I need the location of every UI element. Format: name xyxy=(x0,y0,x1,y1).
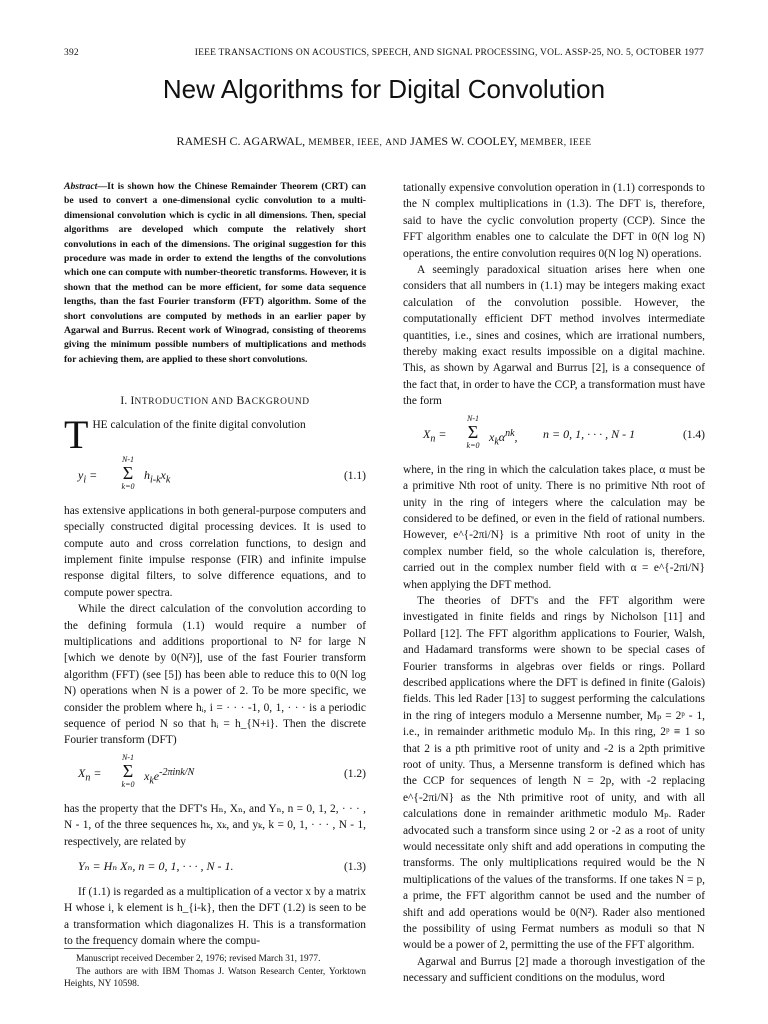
paragraph: While the direct calculation of the convolution according to the defining formula (1.1) would require a number of multiplications and additions proportional to N² for large N [which we denote by 0(N²)], use of the fast Fourier transform algorithm (FFT) (see [5]) has been able to reduce this to 0(N log N) operations when N is a power of 2. To be more specific, we consider the problem where hᵢ, i = · · · -1, 0, 1, · · · is a periodic sequence of period N so that hᵢ = h_{N+i}. Then the discrete Fourier transform (DFT) xyxy=(64,603,366,747)
equation-rhs: $x_k\alpha^{nk}$, xyxy=(489,427,518,448)
equation-number: (1.3) xyxy=(343,861,366,873)
footnote-rule xyxy=(64,948,124,949)
intro-paragraph xyxy=(64,411,366,457)
sum-lower-limit: k=0 xyxy=(466,440,480,450)
author-1-name: RAMESH C. AGARWAL, xyxy=(176,134,306,148)
eq-symbol: x xyxy=(144,768,150,783)
summation xyxy=(114,455,142,491)
equation-lhs: $y_i$ = xyxy=(78,467,98,486)
eq-symbol: X xyxy=(423,426,431,441)
sum-upper-limit: N-1 xyxy=(122,454,134,464)
abstract-label: Abstract xyxy=(64,181,98,192)
eq-symbol: α xyxy=(498,429,506,444)
footnote-affiliation: The authors are with IBM Thomas J. Watson Research Center, Yorktown Heights, NY 10598. xyxy=(64,966,366,989)
section-number: I. xyxy=(120,395,128,408)
paragraph: If (1.1) is regarded as a multiplication of a vector x by a matrix H whose i, k element is h_{i-k}, then the DFT (1.2) is seen to be a transformation which diagonalizes H. This is a transformation to the frequency domain where the compu- xyxy=(64,886,366,948)
section-title-initial-1: I xyxy=(130,395,135,408)
section-heading xyxy=(64,393,366,410)
footnote xyxy=(64,948,366,991)
equation-rhs: $h_{i-k}x_k$ xyxy=(144,467,171,486)
section-title-rest-1: NTRODUCTION AND xyxy=(134,397,234,408)
equation-number: (1.1) xyxy=(343,469,366,482)
abstract-text: —It is shown how the Chinese Remainder Theorem (CRT) can be used to convert a one-dimensional cyclic convolution to a multi-dimensional convolution which is cyclic in all dimensions. Then, special algorithms are developed which compute the relatively short convolutions in each of the dimensions. The original suggestion for this procedure was made in order to extend the lengths of the convolutions which one can compute with number-theoretic transforms. However, it is shown that the method can be more efficient, for some data sequence lengths, than the fast Fourier transform (FFT) algorithm. Some of the short convolutions are computed by methods in an earlier paper by Agarwal and Burrus. Recent work of Winograd, consisting of theorems giving the minimum possible numbers of multiplications and methods for achieving them, are applied to these short convolutions. xyxy=(64,181,366,365)
equation-1-2 xyxy=(64,753,366,797)
eq-symbol: y xyxy=(78,467,84,482)
paragraph: where, in the ring in which the calculation takes place, α must be a primitive Nth root of unity. There is no primitive Nth root of unity in the ring of integers where the calculation may be considered to be defined, or even in the field of rational numbers. However, e^{-2πi/N} is a primitive Nth root of unity in the complex number field, so the whole calculation is, therefore, carried out in the complex number field with α = e^{-2πi/N} when applying the DFT method. xyxy=(403,463,705,591)
sum-lower-limit: k=0 xyxy=(121,779,135,789)
paragraph: tationally expensive convolution operation in (1.1) corresponds to the N complex multiplications in (1.3). The DFT is, therefore, said to have the cyclic convolution property (CCP). Since the FFT algorithm enables one to calculate the DFT in 0(N log N) operations, the entire convolution requires 0(N log N) operations. xyxy=(403,182,705,260)
equation-condition: n = 0, 1, · · · , N - 1 xyxy=(543,426,636,441)
equation-1-4 xyxy=(403,414,705,458)
abstract xyxy=(64,180,366,367)
sigma-symbol: Σ xyxy=(122,462,134,483)
eq-symbol: X xyxy=(78,765,86,780)
eq-symbol: e xyxy=(153,768,160,783)
paper-title: New Algorithms for Digital Convolution xyxy=(162,74,606,104)
equation-body: Yₙ = Hₙ Xₙ, n = 0, 1, · · · , N - 1. xyxy=(78,859,234,873)
summation xyxy=(114,753,142,789)
author-line xyxy=(64,134,704,149)
paragraph: has extensive applications in both general-purpose computers and specially constructed digital processing devices. It is used to compute auto and cross correlation functions, to design and implement finite impulse response (FIR) and infinite impulse response digital filters, to solve difference equations, and to compute power spectra. xyxy=(64,504,366,599)
paragraph: Agarwal and Burrus [2] made a thorough investigation of the necessary and sufficient conditions on the modulus, word xyxy=(403,955,705,985)
equation-1-1 xyxy=(64,455,366,499)
page-number: 392 xyxy=(64,48,79,58)
right-column xyxy=(403,180,705,987)
paragraph: HE calculation of the finite digital convolution xyxy=(92,418,306,431)
section-title-initial-2: B xyxy=(236,395,245,408)
paragraph: A seemingly paradoxical situation arises here when one considers that all numbers in (1.1) may be integers making exact calculation of the convolution possible. However, the computationally efficient DFT method involves intermediate quantities, i.e., sines and cosines, which are irrational numbers, thereby making exact results impossible on a digital machine. This, as shown by Agarwal and Burrus [2], is a consequence of the fact that, in order to have the CCP, a transformation must have the form xyxy=(403,264,705,408)
equation-1-3 xyxy=(64,854,366,880)
equation-number: (1.2) xyxy=(343,767,366,780)
eq-symbol: x xyxy=(160,467,166,482)
equation-rhs: $x_ke^{-2\pi ink/N}$ xyxy=(144,766,195,787)
paragraph: The theories of DFT's and the FFT algorithm were investigated in finite fields and rings by Nicholson [11] and Pollard [12]. The FFT algorithm applications to Fourier, Walsh, and Hadamard transforms were shown to be special cases of Fourier transforms in algebras over fields or rings. Pollard described applications where the DFT is defined in finite (Galois) fields. This led Rader [13] to suggest performing the calculations in the ring of integers modulo a Mersenne number, Mₚ = 2ᵖ - 1, i.e., in remainder arithmetic modulo Mₚ. In this ring, 2ᵖ ≡ 1 so that 2 is a pth primitive root of unity and -2 is a 2pth primitive root of unity. Thus, a Mersenne transform is defined which has the CCP for sequences of length N = 2p, with -2 replacing e^{-2πi/N} as the Nth primitive root of unity, and with all calculations done in remainder arithmetic modulo Mₚ. Rader advocated such a transform since using 2 or -2 as a root of unity would necessitate only shift and add operations in computing the transforms. The only multiplications required would be the N multiplications of the values of the transforms. If one takes N = p, a prime, the FFT algorithm cannot be used and the number of shift and add operations would be 0(N²). Rader also mentioned the possibility of using Fermat numbers as moduli so that N would be a power of 2, permitting the use of the FFT algorithm. xyxy=(403,594,705,952)
eq-symbol: h xyxy=(144,467,150,482)
paragraph: has the property that the DFT's Hₙ, Xₙ, and Yₙ, n = 0, 1, 2, · · · , N - 1, of the three sequences hₖ, xₖ, and yₖ, k = 0, 1, · · · , N - 1, respectively, are related by xyxy=(64,802,366,848)
sum-upper-limit: N-1 xyxy=(467,413,479,423)
author-2-membership: MEMBER, IEEE xyxy=(520,138,592,148)
running-header xyxy=(64,44,704,64)
sum-upper-limit: N-1 xyxy=(122,752,134,762)
equation-lhs: $X_n$ = xyxy=(423,426,447,445)
equation-lhs: $X_n$ = xyxy=(78,765,102,784)
left-column xyxy=(64,180,366,950)
journal-name: IEEE TRANSACTIONS ON ACOUSTICS, SPEECH, AND SIGNAL PROCESSING, VOL. ASSP-25, NO. 5, OCTOBER 1977 xyxy=(194,48,704,58)
drop-cap: T xyxy=(64,411,89,457)
eq-symbol: x xyxy=(489,429,495,444)
sum-lower-limit: k=0 xyxy=(121,481,135,491)
sigma-symbol: Σ xyxy=(122,760,134,781)
author-2-name: JAMES W. COOLEY, xyxy=(410,134,518,148)
author-1-membership: MEMBER, IEEE, xyxy=(308,138,383,148)
sigma-symbol: Σ xyxy=(467,421,479,442)
summation xyxy=(459,414,487,450)
equation-number: (1.4) xyxy=(682,428,705,441)
author-and: AND xyxy=(385,138,408,148)
footnote-received: Manuscript received December 2, 1976; revised March 31, 1977. xyxy=(76,954,321,964)
section-title-rest-2: ACKGROUND xyxy=(244,397,310,408)
